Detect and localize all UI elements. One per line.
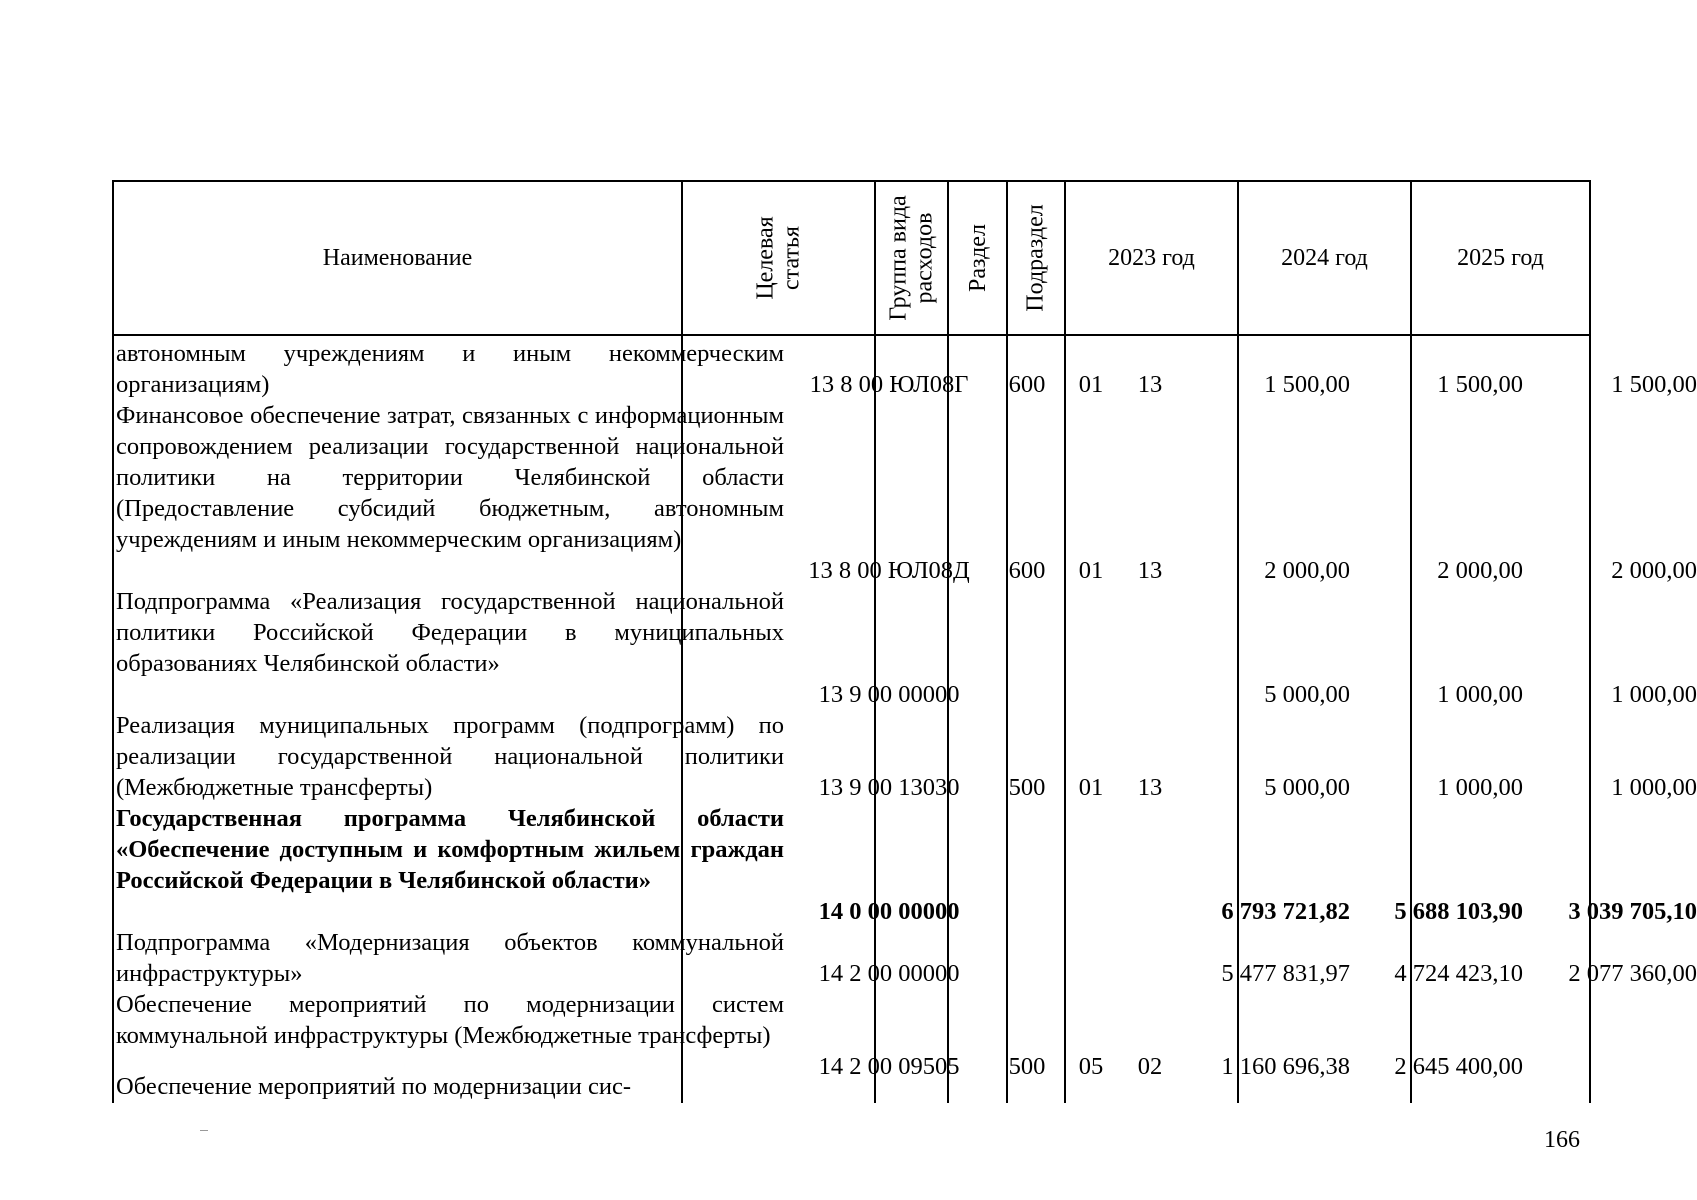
row-name: Государственная программа Челябинской области «Обеспечение доступным и комфортным жильем граждан Российской Федерации в Челябинской области» bbox=[116, 805, 784, 894]
row-podrazdel: 02 bbox=[1137, 1053, 1163, 1080]
row-2023: 1 500,00 bbox=[1264, 371, 1350, 398]
row-2025: 1 000,00 bbox=[1611, 774, 1697, 801]
row-podrazdel: 13 bbox=[1137, 557, 1163, 584]
row-2025: 3 039 705,10 bbox=[1568, 898, 1697, 925]
header-group bbox=[876, 182, 947, 334]
row-2023: 2 000,00 bbox=[1264, 557, 1350, 584]
row-name: Финансовое обеспечение затрат, связанных с информационным сопровождением реализации государственной национальной политики на территории Челябинской области (Предоставление субсидий бюджетным, автономным учреждениям и иным некоммерческим организациям) bbox=[116, 402, 784, 553]
header-2023 bbox=[1066, 182, 1237, 334]
row-2023: 5 000,00 bbox=[1264, 681, 1350, 708]
row-name: Подпрограмма «Реализация государственной национальной политики Российской Федерации в муниципальных образованиях Челябинской области» bbox=[116, 588, 784, 677]
row-2023: 1 160 696,38 bbox=[1221, 1053, 1350, 1080]
row-2025: 2 077 360,00 bbox=[1568, 960, 1697, 987]
scan-mark bbox=[200, 1130, 208, 1131]
page-number: 166 bbox=[1544, 1127, 1580, 1153]
row-group: 600 bbox=[1008, 557, 1046, 584]
row-target: 14 0 00 00000 bbox=[818, 898, 960, 925]
header-razdel-label: Раздел bbox=[964, 224, 991, 292]
row-2025: 2 000,00 bbox=[1611, 557, 1697, 584]
row-name: Реализация муниципальных программ (подпрограмм) по реализации государственной национальной политики (Межбюджетные трансферты) bbox=[116, 712, 784, 801]
row-razdel: 01 bbox=[1078, 774, 1104, 801]
header-divider bbox=[112, 334, 1591, 336]
header-target bbox=[683, 182, 874, 334]
header-group-label: Группа вида расходов bbox=[885, 195, 938, 321]
row-target: 13 9 00 13030 bbox=[818, 774, 960, 801]
row-2024: 1 000,00 bbox=[1437, 681, 1523, 708]
row-name: Подпрограмма «Модернизация объектов коммунальной инфраструктуры» bbox=[116, 929, 784, 987]
header-target-label: Целевая статья bbox=[752, 216, 805, 300]
row-2024: 1 500,00 bbox=[1437, 371, 1523, 398]
row-target: 14 2 00 00000 bbox=[818, 960, 960, 987]
row-target: 13 8 00 ЮЛ08Г bbox=[809, 371, 969, 398]
row-2024: 4 724 423,10 bbox=[1394, 960, 1523, 987]
header-podrazdel-label: Подраздел bbox=[1023, 204, 1050, 312]
header-razdel bbox=[949, 182, 1006, 334]
row-2024: 2 645 400,00 bbox=[1394, 1053, 1523, 1080]
row-target: 14 2 00 09505 bbox=[818, 1053, 960, 1080]
row-podrazdel: 13 bbox=[1137, 774, 1163, 801]
row-group: 500 bbox=[1008, 774, 1046, 801]
row-target: 13 8 00 ЮЛ08Д bbox=[808, 557, 970, 584]
table-continues bbox=[100, 1103, 1600, 1113]
row-2023: 5 000,00 bbox=[1264, 774, 1350, 801]
header-name bbox=[114, 182, 681, 334]
row-group: 600 bbox=[1008, 371, 1046, 398]
header-2023-label: 2023 год bbox=[1108, 245, 1195, 271]
row-razdel: 05 bbox=[1078, 1053, 1104, 1080]
header-2025-label: 2025 год bbox=[1457, 245, 1544, 271]
header-name-label: Наименование bbox=[322, 245, 473, 271]
header-2024-label: 2024 год bbox=[1281, 245, 1368, 271]
row-2025: 1 000,00 bbox=[1611, 681, 1697, 708]
row-name: автономным учреждениям и иным некоммерческим организациям) bbox=[116, 340, 784, 398]
header-2024 bbox=[1239, 182, 1410, 334]
row-2024: 2 000,00 bbox=[1437, 557, 1523, 584]
row-name: Обеспечение мероприятий по модернизации сис- bbox=[116, 1073, 632, 1100]
row-group: 500 bbox=[1008, 1053, 1046, 1080]
row-2024: 5 688 103,90 bbox=[1394, 898, 1523, 925]
row-razdel: 01 bbox=[1078, 557, 1104, 584]
row-2023: 5 477 831,97 bbox=[1221, 960, 1350, 987]
row-2025: 1 500,00 bbox=[1611, 371, 1697, 398]
row-target: 13 9 00 00000 bbox=[818, 681, 960, 708]
row-2023: 6 793 721,82 bbox=[1221, 898, 1350, 925]
row-podrazdel: 13 bbox=[1137, 371, 1163, 398]
row-2024: 1 000,00 bbox=[1437, 774, 1523, 801]
row-razdel: 01 bbox=[1078, 371, 1104, 398]
header-2025 bbox=[1412, 182, 1589, 334]
row-name: Обеспечение мероприятий по модернизации систем коммунальной инфраструктуры (Межбюджетные трансферты) bbox=[116, 991, 784, 1049]
header-podrazdel bbox=[1008, 182, 1064, 334]
